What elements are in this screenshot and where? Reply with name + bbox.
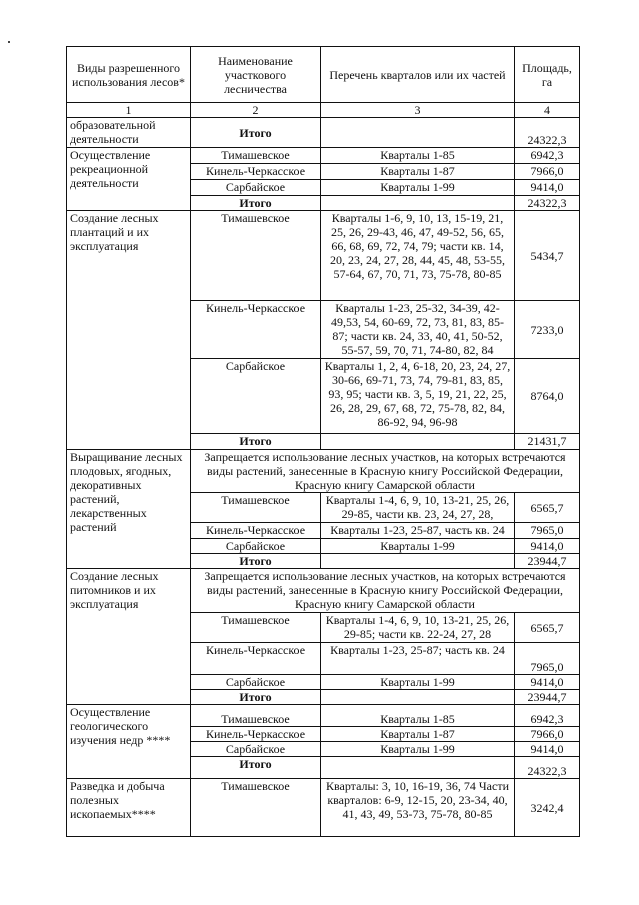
table-row (67, 779, 580, 837)
quarters-cell: Кварталы: 3, 10, 16-19, 36, 74 Части кварталов: 6-9, 12-15, 20, 23-34, 40, 41, 43, 49, 53-73, 75-78, 80-85 (321, 779, 515, 837)
header-forestry: Наименование участкового лесничества (191, 47, 321, 103)
header-row (67, 47, 580, 103)
area-cell: 9414,0 (515, 539, 580, 554)
scan-speck (8, 41, 10, 43)
total-value: 23944,7 (515, 554, 580, 569)
column-number: 3 (321, 103, 515, 118)
total-label: Итого (191, 690, 321, 705)
ban-note: Запрещается использование лесных участков, на которых встречаются виды растений, занесенные в Красную книгу Российской Федерации, Красную книгу Самарской области (191, 450, 580, 493)
quarters-cell: Кварталы 1-85 (321, 148, 515, 164)
area-cell: 7233,0 (515, 301, 580, 359)
quarters-cell (321, 757, 515, 779)
header-quarters: Перечень кварталов или их частей (321, 47, 515, 103)
quarters-cell: Кварталы 1-99 (321, 180, 515, 196)
table-row (67, 211, 580, 301)
usage-cell: Создание лесных питомников и их эксплуатация (67, 569, 191, 705)
area-cell: 5434,7 (515, 211, 580, 301)
column-number: 4 (515, 103, 580, 118)
quarters-cell: Кварталы 1-6, 9, 10, 13, 15-19, 21, 25, 26, 29-43, 46, 47, 49-52, 56, 65, 66, 68, 69, 72, 74, 79; части кв. 14, 20, 23, 24, 27, 28, 44, 45, 48, 53-55, 57-64, 67, 70, 71, 73, 75-78, 80-85 (321, 211, 515, 301)
quarters-cell (321, 690, 515, 705)
total-value: 24322,3 (515, 757, 580, 779)
usage-cell: Осуществление рекреационной деятельности (67, 148, 191, 211)
column-number: 1 (67, 103, 191, 118)
area-cell: 7966,0 (515, 164, 580, 180)
header-area: Площадь, га (515, 47, 580, 103)
total-value: 21431,7 (515, 434, 580, 450)
area-cell: 8764,0 (515, 359, 580, 434)
forestry-cell: Тимашевское (191, 613, 321, 643)
forestry-cell: Тимашевское (191, 705, 321, 727)
total-label: Итого (191, 757, 321, 779)
usage-cell: Выращивание лесных плодовых, ягодных, декоративных растений, лекарственных растений (67, 450, 191, 569)
forestry-cell: Сарбайское (191, 180, 321, 196)
total-value: 24322,3 (515, 196, 580, 211)
area-cell: 9414,0 (515, 675, 580, 690)
forestry-cell: Кинель-Черкасское (191, 727, 321, 742)
forestry-cell: Сарбайское (191, 742, 321, 757)
quarters-cell: Кварталы 1-4, 6, 9, 10, 13-21, 25, 26, 29-85, части кв. 23, 24, 27, 28, (321, 493, 515, 523)
usage-cell: Создание лесных плантаций и их эксплуатация (67, 211, 191, 450)
area-cell: 7966,0 (515, 727, 580, 742)
quarters-cell: Кварталы 1-4, 6, 9, 10, 13-21, 25, 26, 29-85; части кв. 22-24, 27, 28 (321, 613, 515, 643)
quarters-cell: Кварталы 1-99 (321, 675, 515, 690)
header-usage: Виды разрешенного использования лесов* (67, 47, 191, 103)
quarters-cell (321, 434, 515, 450)
area-cell: 3242,4 (515, 779, 580, 837)
forestry-cell: Кинель-Черкасское (191, 164, 321, 180)
quarters-cell: Кварталы 1-23, 25-32, 34-39, 42-49,53, 54, 60-69, 72, 73, 81, 83, 85-87; части кв. 24, 33, 40, 41, 50-52, 55-57, 59, 70, 71, 74-80, 82, 84 (321, 301, 515, 359)
quarters-cell: Кварталы 1-99 (321, 539, 515, 554)
table-row (67, 450, 580, 493)
quarters-cell: Кварталы 1-85 (321, 705, 515, 727)
table-row (67, 118, 580, 148)
area-cell: 6565,7 (515, 493, 580, 523)
forestry-cell: Сарбайское (191, 359, 321, 434)
ban-note: Запрещается использование лесных участков, на которых встречаются виды растений, занесенные в Красную книгу Российской Федерации, Красную книгу Самарской области (191, 569, 580, 613)
table-row (67, 569, 580, 613)
quarters-cell: Кварталы 1-23, 25-87; часть кв. 24 (321, 643, 515, 675)
quarters-cell (321, 554, 515, 569)
quarters-cell (321, 196, 515, 211)
forestry-cell: Тимашевское (191, 148, 321, 164)
table-row (67, 148, 580, 164)
usage-cell: Осуществление геологического изучения недр **** (67, 705, 191, 779)
quarters-cell: Кварталы 1-87 (321, 164, 515, 180)
area-cell: 6565,7 (515, 613, 580, 643)
forestry-cell: Тимашевское (191, 493, 321, 523)
area-cell: 7965,0 (515, 643, 580, 675)
usage-cell: Разведка и добыча полезных ископаемых**** (67, 779, 191, 837)
quarters-cell: Кварталы 1, 2, 4, 6-18, 20, 23, 24, 27, 30-66, 69-71, 73, 74, 79-81, 83, 85, 93, 95; части кв. 3, 5, 19, 21, 22, 25, 26, 28, 29, 67, 68, 72, 75-78, 82, 84, 86-92, 94, 96-98 (321, 359, 515, 434)
forestry-cell: Тимашевское (191, 779, 321, 837)
column-numbers-row (67, 103, 580, 118)
forestry-cell: Кинель-Черкасское (191, 301, 321, 359)
table-row (67, 705, 580, 727)
usage-cell: образовательной деятельности (67, 118, 191, 148)
total-label: Итого (191, 434, 321, 450)
area-cell: 6942,3 (515, 705, 580, 727)
total-label: Итого (191, 554, 321, 569)
total-label: Итого (191, 118, 321, 148)
quarters-cell: Кварталы 1-23, 25-87, часть кв. 24 (321, 523, 515, 539)
forestry-cell: Кинель-Черкасское (191, 523, 321, 539)
forestry-cell: Тимашевское (191, 211, 321, 301)
quarters-cell (321, 118, 515, 148)
forestry-cell: Кинель-Черкасское (191, 643, 321, 675)
area-cell: 9414,0 (515, 742, 580, 757)
total-value: 24322,3 (515, 118, 580, 148)
area-cell: 6942,3 (515, 148, 580, 164)
total-value: 23944,7 (515, 690, 580, 705)
forestry-cell: Сарбайское (191, 539, 321, 554)
quarters-cell: Кварталы 1-99 (321, 742, 515, 757)
quarters-cell: Кварталы 1-87 (321, 727, 515, 742)
column-number: 2 (191, 103, 321, 118)
forest-usage-table (66, 46, 580, 837)
area-cell: 7965,0 (515, 523, 580, 539)
total-label: Итого (191, 196, 321, 211)
area-cell: 9414,0 (515, 180, 580, 196)
forestry-cell: Сарбайское (191, 675, 321, 690)
